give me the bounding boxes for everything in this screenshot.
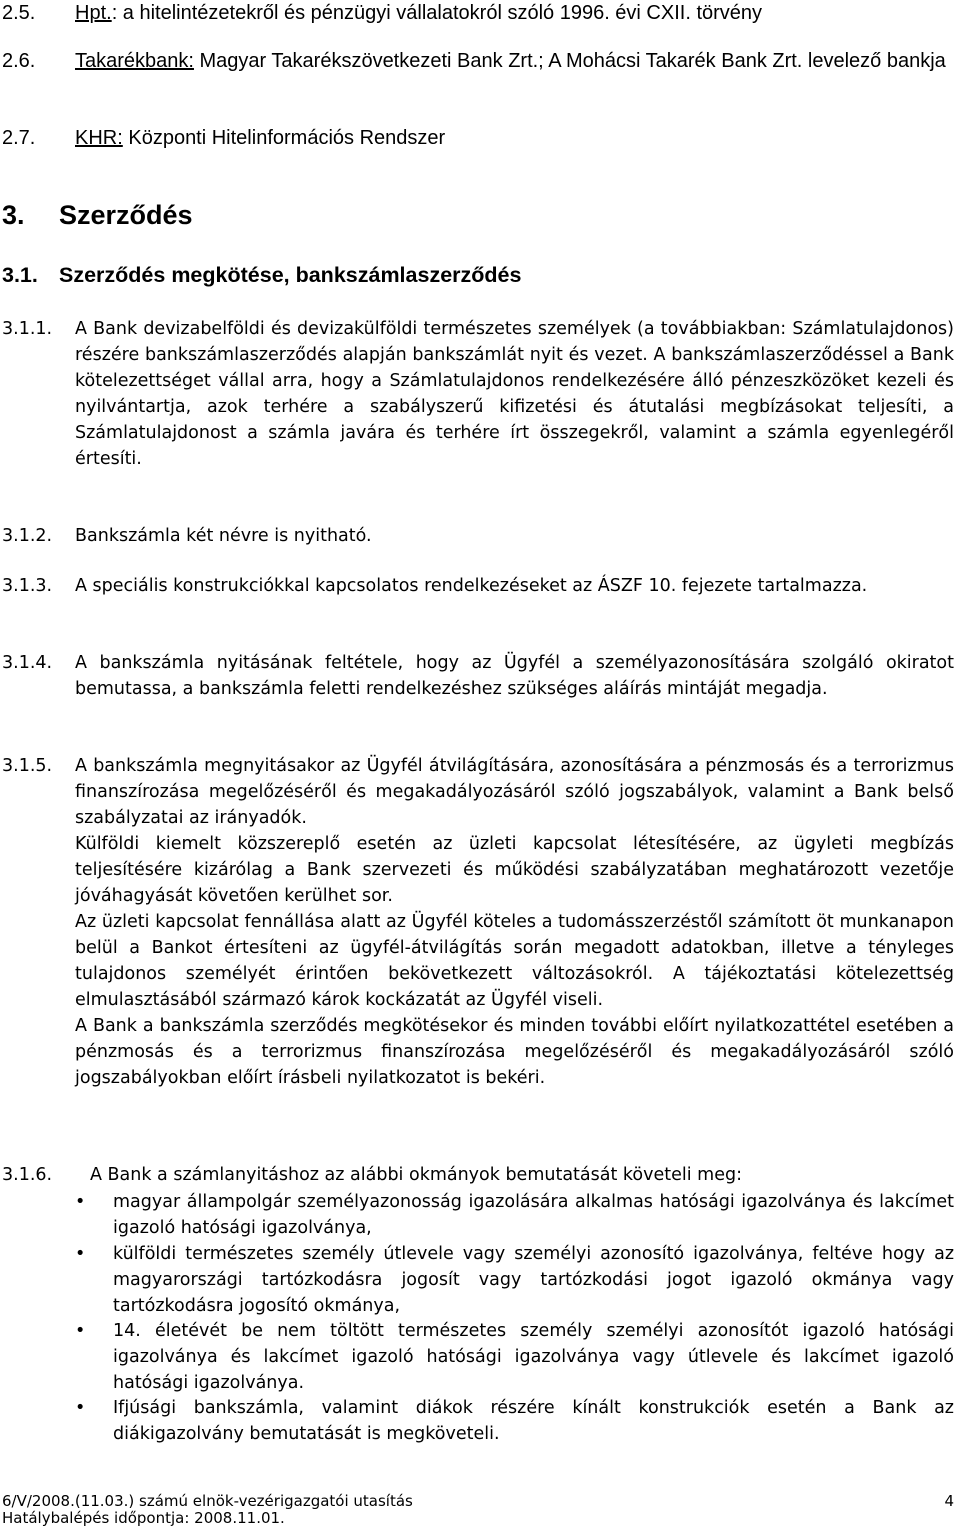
subsection-title: Szerződés megkötése, bankszámlaszerződés [59, 263, 522, 287]
paragraph-number: 3.1.4. [2, 653, 53, 673]
section-number: 3. [2, 200, 25, 230]
term: KHR: [75, 127, 123, 149]
paragraph-315-part4: A Bank a bankszámla szerződés megkötésekor és minden további előírt nyilatkozattétel esetében a pénzmosás és a terrorizmus finanszírozása megelőzéséről és megakadályozásáról szóló jogszabályokban előírt írásbeli nyilatkozatot is bekéri. [75, 1016, 954, 1088]
footer-document-id: 6/V/2008.(11.03.) számú elnök-vezérigazgatói utasítás [2, 1492, 413, 1510]
list-item: magyar állampolgár személyazonosság igazolására alkalmas hatósági igazolványa és lakcímet igazoló hatósági igazolványa, [113, 1192, 954, 1238]
section-heading [2, 200, 193, 231]
term: Hpt. [75, 2, 112, 24]
bullet-icon: • [75, 1398, 86, 1418]
paragraph-315-part2: Külföldi kiemelt közszereplő esetén az üzleti kapcsolat létesítésére, az ügyleti megbízás teljesítésére kizárólag a Bank szervezeti és működési szabályzatában meghatározott vezetője jóváhagyását követően kerülhet sor. [75, 834, 954, 906]
paragraph-311: A Bank devizabelföldi és devizakülföldi természetes személyek (a továbbiakban: Számlatulajdonos) részére bankszámlaszerződés alapján bankszámlát nyit és vezet. A bankszámlaszerződéssel a Bank kötelezettséget vállal arra, hogy a Számlatulajdonos rendelkezésére álló pénzeszközöket kezeli és nyilvántartja, azok terhére a szabályszerű kifizetési és átutalási megbízásokat teljesíti, a Számlatulajdonost a számla javára és terhére írt összegekről, valamint a számla egyenlegéről értesíti. [75, 319, 954, 469]
bullet-icon: • [75, 1244, 86, 1264]
definition: : a hitelintézetekről és pénzügyi vállalatokról szóló 1996. évi CXII. törvény [111, 2, 763, 24]
list-number: 2.5. [2, 2, 36, 24]
paragraph-316-intro: A Bank a számlanyitáshoz az alábbi okmányok bemutatását követeli meg: [90, 1165, 742, 1185]
list-text [75, 48, 954, 74]
footer-effective-date: Hatálybalépés időpontja: 2008.11.01. [2, 1509, 285, 1527]
definition: Magyar Takarékszövetkezeti Bank Zrt.; A Mohácsi Takarék Bank Zrt. levelező bankja [193, 50, 946, 72]
page-number: 4 [944, 1492, 954, 1510]
list-item: 14. életévét be nem töltött természetes személy személyi azonosítót igazoló hatósági igazolványa és lakcímet igazoló hatósági igazolványa vagy útlevele és lakcímet igazoló hatósági igazolványa. [113, 1321, 954, 1393]
paragraph-number: 3.1.5. [2, 756, 53, 776]
subsection-heading [2, 263, 521, 288]
paragraph-315 [75, 753, 954, 1091]
list-item: Ifjúsági bankszámla, valamint diákok részére kínált konstrukciók esetén a Bank az diákigazolvány bemutatását is megköveteli. [113, 1398, 954, 1444]
paragraph-313: A speciális konstrukciókkal kapcsolatos rendelkezéseket az ÁSZF 10. fejezete tartalmazza. [75, 576, 868, 596]
paragraph-315-part1: A bankszámla megnyitásakor az Ügyfél átvilágítására, azonosítására a pénzmosás és a terrorizmus finanszírozása megelőzéséről és megakadályozásáról szóló jogszabályok, valamint a Bank belső szabályzatai az irányadók. [75, 756, 954, 828]
list-number: 2.6. [2, 50, 36, 72]
bullet-icon: • [75, 1192, 86, 1212]
list-text [75, 125, 954, 151]
paragraph-number: 3.1.1. [2, 319, 53, 339]
bullet-icon: • [75, 1321, 86, 1341]
term: Takarékbank: [75, 50, 194, 72]
paragraph-number: 3.1.2. [2, 526, 53, 546]
paragraph-314: A bankszámla nyitásának feltétele, hogy az Ügyfél a személyazonosítására szolgáló okiratot bemutassa, a bankszámla feletti rendelkezéshez szükséges aláírás mintáját megadja. [75, 653, 954, 699]
list-text [75, 0, 954, 26]
section-title: Szerződés [59, 200, 193, 230]
list-number: 2.7. [2, 127, 36, 149]
list-item: külföldi természetes személy útlevele vagy személyi azonosító igazolványa, feltéve hogy az magyarországi tartózkodásra jogosít vagy tartózkodási jogot igazoló okmánya vagy tartózkodásra jogosító okmánya, [113, 1244, 954, 1316]
paragraph-number: 3.1.3. [2, 576, 53, 596]
paragraph-number: 3.1.6. [2, 1165, 53, 1185]
definition: Központi Hitelinformációs Rendszer [122, 127, 446, 149]
page-footer [2, 1493, 954, 1527]
paragraph-312: Bankszámla két névre is nyitható. [75, 526, 372, 546]
subsection-number: 3.1. [2, 263, 38, 287]
paragraph-315-part3: Az üzleti kapcsolat fennállása alatt az Ügyfél köteles a tudomásszerzéstől számított öt munkanapon belül a Bankot értesíteni az ügyfél-átvilágítás során megadott adatokban, illetve a tényleges tulajdonos személyét érintően bekövetkezett változásokról. A tájékoztatási kötelezettség elmulasztásából származó károk kockázatát az Ügyfél viseli. [75, 912, 954, 1010]
